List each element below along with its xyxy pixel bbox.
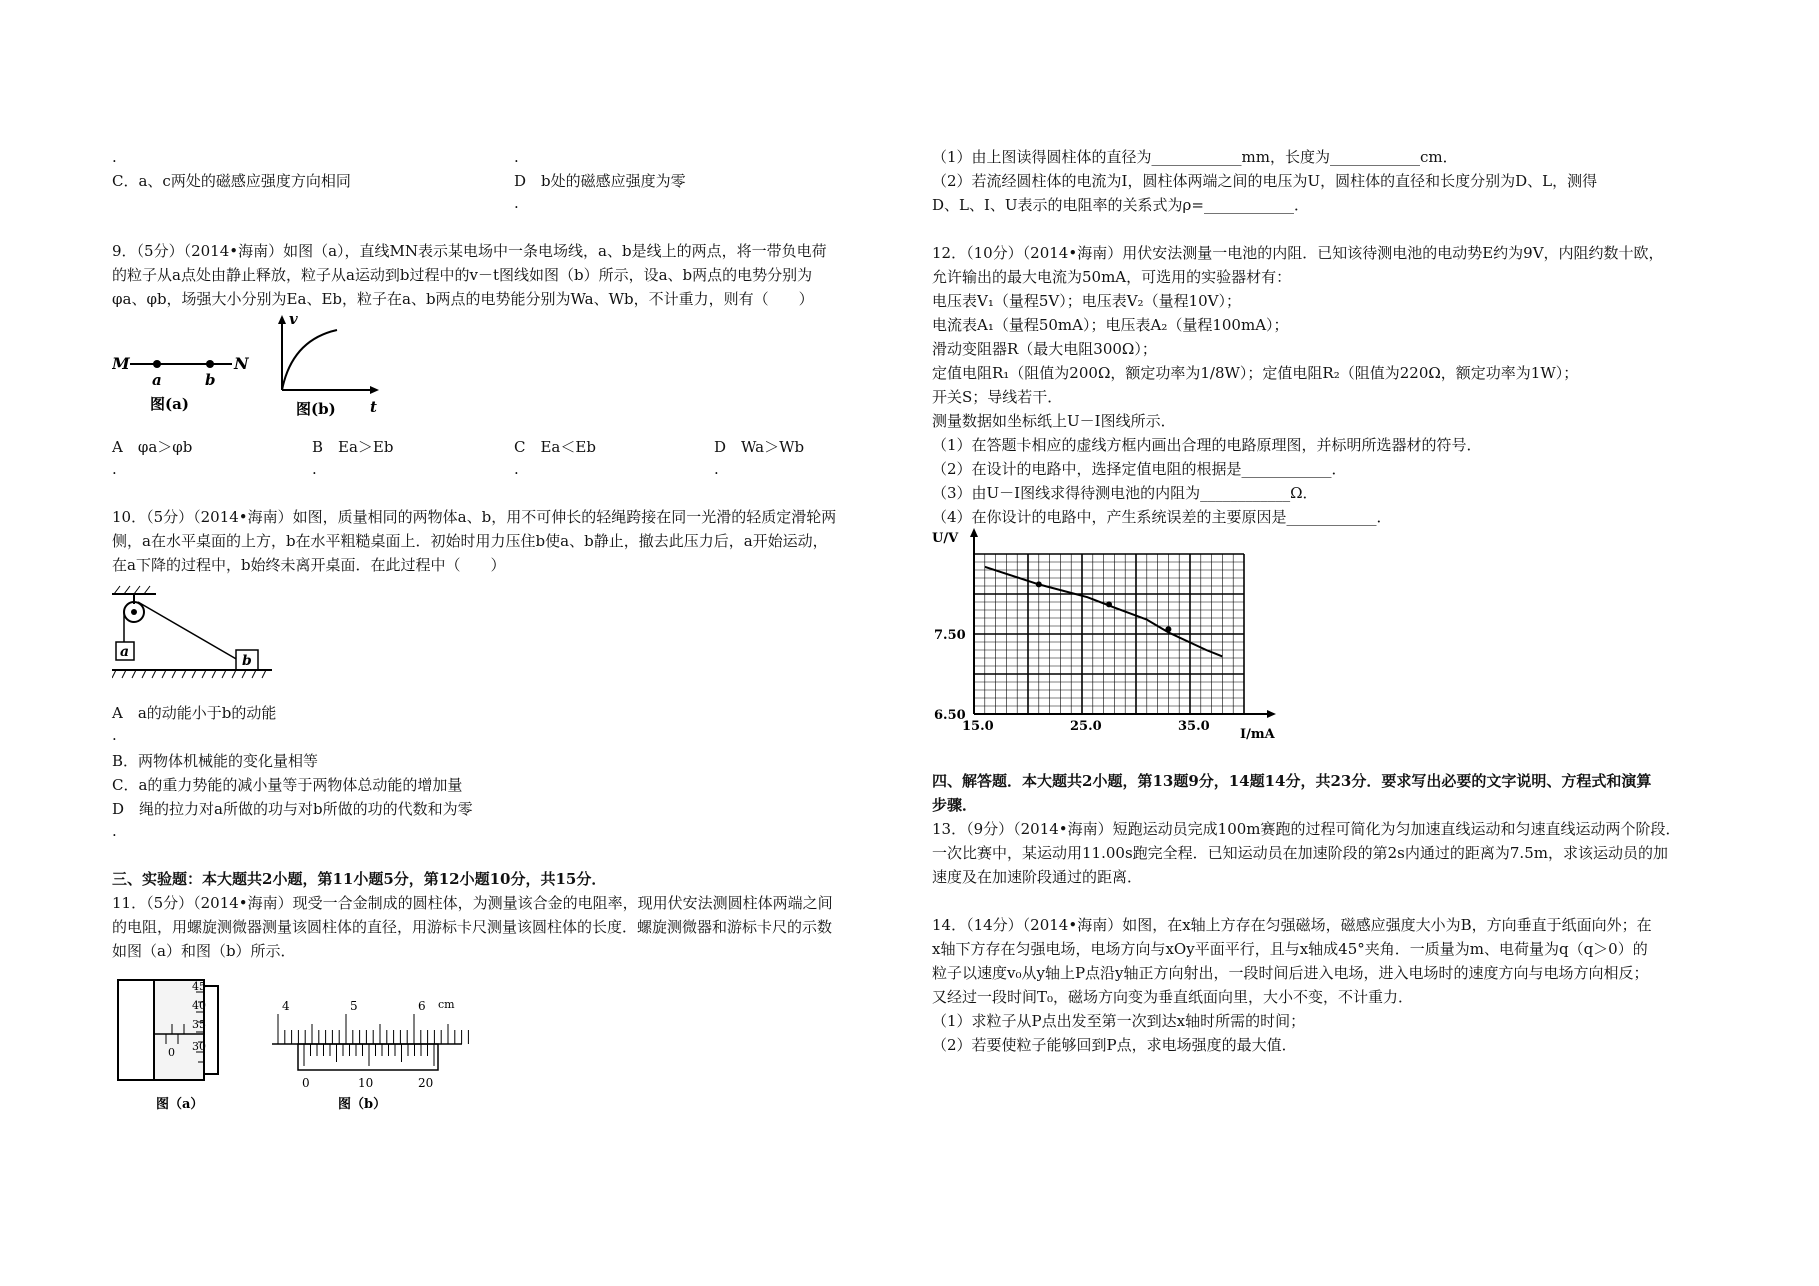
- q14-part-2: （2）若要使粒子能够回到P点，求电场强度的最大值．: [932, 1036, 1297, 1054]
- q14-line: x轴下方存在匀强电场，电场方向与xOy平面平行，且与x轴成45°夹角．一质量为m、电荷量为q（q＞0）的: [932, 940, 1648, 958]
- data-point: [1036, 581, 1042, 587]
- vernier-10: 10: [358, 1076, 374, 1090]
- q8-option-d: D b处的磁感应强度为零: [514, 172, 686, 190]
- q12-part-1: （1）在答题卡相应的虚线方框内画出合理的电路原理图，并标明所选器材的符号．: [932, 436, 1482, 454]
- q13-line: 13．（9分）（2014•海南）短跑运动员完成100m赛跑的过程可简化为匀加速直线运动和匀速直线运动两个阶段．: [932, 820, 1681, 838]
- q9-line: 9．（5分）（2014•海南）如图（a），直线MN表示某电场中一条电场线，a、b是线上的两点，将一带负电荷: [112, 242, 827, 260]
- q9-option-d: D Wa＞Wb: [714, 438, 805, 456]
- dot: .: [112, 726, 117, 744]
- mic-40: 40: [192, 999, 206, 1012]
- q9-line: φa、φb，场强大小分别为Ea、Eb，粒子在a、b两点的电势能分别为Wa、Wb，不计重力，则有（ ）: [112, 290, 814, 308]
- vernier-20: 20: [418, 1076, 434, 1090]
- label-n: N: [234, 354, 249, 373]
- x-axis-label: I/mA: [1240, 727, 1275, 742]
- q9-option-a: A φa＞φb: [112, 438, 193, 456]
- dot: .: [112, 148, 117, 166]
- y-axis-label: U/V: [932, 531, 959, 546]
- u-i-chart: [932, 528, 1292, 746]
- axis-v: v: [289, 312, 298, 328]
- y-tick-label: 6.50: [934, 708, 966, 723]
- q14-line: 粒子以速度v₀从y轴上P点沿y轴正方向射出，一段时间后进入电场，进入电场时的速度方向与电场方向相反；: [932, 964, 1649, 982]
- dot: .: [312, 460, 317, 478]
- q12-part-3: （3）由U－I图线求得待测电池的内阻为____________Ω．: [932, 484, 1318, 502]
- q10-option-b: B．两物体机械能的变化量相等: [112, 752, 319, 770]
- q9-line: 的粒子从a点处由静止释放，粒子从a运动到b过程中的v－t图线如图（b）所示，设a、b两点的电势分别为: [112, 266, 813, 284]
- q13-line: 速度及在加速阶段通过的距离．: [932, 868, 1143, 886]
- dot: .: [514, 148, 519, 166]
- block-b-label: b: [242, 653, 252, 669]
- q9-option-b: B Ea＞Eb: [312, 438, 394, 456]
- q10-line: 10．（5分）（2014•海南）如图，质量相同的两物体a、b，用不可伸长的轻绳跨接在同一光滑的轻质定滑轮两: [112, 508, 837, 526]
- figure-9: [112, 312, 392, 432]
- mic-30: 30: [192, 1040, 206, 1053]
- vernier-0: 0: [302, 1076, 310, 1090]
- y-axis-arrow: [970, 528, 978, 537]
- q11-part-2: （2）若流经圆柱体的电流为I，圆柱体两端之间的电压为U，圆柱体的直径和长度分别为D、L，测得: [932, 172, 1598, 190]
- label-m: M: [112, 354, 130, 373]
- q10-option-c: C．a的重力势能的减小量等于两物体总动能的增加量: [112, 776, 463, 794]
- q12-line: 滑动变阻器R（最大电阻300Ω）；: [932, 340, 1157, 358]
- caption-a: 图(a): [150, 395, 189, 413]
- caption-b: 图(b): [296, 400, 336, 418]
- label-b: b: [205, 371, 216, 389]
- q11-line: 11．（5分）（2014•海南）现受一合金制成的圆柱体，为测量该合金的电阻率，现用伏安法测圆柱体两端之间: [112, 894, 833, 912]
- section-4-heading: 四、解答题．本大题共2小题，第13题9分，14题14分，共23分．要求写出必要的文字说明、方程式和演算: [932, 772, 1652, 790]
- data-point: [1165, 626, 1171, 632]
- main-4: 4: [282, 999, 290, 1013]
- section-3-heading: 三、实验题：本大题共2小题，第11小题5分，第12小题10分，共15分．: [112, 870, 607, 888]
- q10-line: 在a下降的过程中，b始终未离开桌面．在此过程中（ ）: [112, 556, 506, 574]
- q12-line: 定值电阻R₁（阻值为200Ω，额定功率为1/8W）；定值电阻R₂（阻值为220Ω，额定功率为1W）；: [932, 364, 1579, 382]
- x-tick-label: 15.0: [962, 719, 994, 734]
- q10-option-d: D 绳的拉力对a所做的功与对b所做的功的代数和为零: [112, 800, 473, 818]
- main-5: 5: [350, 999, 358, 1013]
- q12-line: 测量数据如坐标纸上U－I图线所示．: [932, 412, 1176, 430]
- q12-line: 开关S；导线若干．: [932, 388, 1063, 406]
- figure-11: [112, 972, 472, 1122]
- q14-part-1: （1）求粒子从P点出发至第一次到达x轴时所需的时间；: [932, 1012, 1306, 1030]
- y-tick-label: 7.50: [934, 628, 966, 643]
- q14-line: 14．（14分）（2014•海南）如图，在x轴上方存在匀强磁场，磁感应强度大小为B，方向垂直于纸面向外；在: [932, 916, 1652, 934]
- label-a: a: [152, 371, 162, 389]
- q10-line: 侧，a在水平桌面的上方，b在水平粗糙桌面上．初始时用力压住b使a、b静止，撤去此压力后，a开始运动，: [112, 532, 828, 550]
- dot: .: [112, 460, 117, 478]
- mic-0: 0: [168, 1046, 175, 1059]
- q12-line: 电压表V₁（量程5V）；电压表V₂（量程10V）；: [932, 292, 1241, 310]
- main-6: 6: [418, 999, 426, 1013]
- x-tick-label: 25.0: [1070, 719, 1102, 734]
- section-4-heading-cont: 步骤．: [932, 796, 978, 814]
- q11-part-1: （1）由上图读得圆柱体的直径为____________mm，长度为____________cm．: [932, 148, 1458, 166]
- chart-grid: [970, 528, 1276, 718]
- q12-line: 12．（10分）（2014•海南）用伏安法测量一电池的内阻．已知该待测电池的电动势E约为9V，内阻约数十欧，: [932, 244, 1664, 262]
- q8-option-c: C．a、c两处的磁感应强度方向相同: [112, 172, 351, 190]
- x-tick-label: 35.0: [1178, 719, 1210, 734]
- q9-option-c: C Ea＜Eb: [514, 438, 596, 456]
- q11-part-2-cont: D、L、I、U表示的电阻率的关系式为ρ=____________．: [932, 196, 1309, 214]
- dot: .: [514, 460, 519, 478]
- caption-b: 图（b）: [338, 1097, 387, 1112]
- dot: .: [514, 194, 519, 212]
- block-a-label: a: [120, 644, 130, 660]
- dot: .: [714, 460, 719, 478]
- q12-line: 允许输出的最大电流为50mA，可选用的实验器材有：: [932, 268, 1292, 286]
- x-axis-arrow: [1267, 710, 1276, 718]
- unit-cm: cm: [438, 998, 455, 1011]
- figure-10: [112, 580, 282, 690]
- q10-option-a: A a的动能小于b的动能: [112, 704, 277, 722]
- q11-line: 的电阻，用螺旋测微器测量该圆柱体的直径，用游标卡尺测量该圆柱体的长度．螺旋测微器和游标卡尺的示数: [112, 918, 833, 936]
- q12-part-2: （2）在设计的电路中，选择定值电阻的根据是____________．: [932, 460, 1347, 478]
- q12-part-4: （4）在你设计的电路中，产生系统误差的主要原因是____________．: [932, 508, 1392, 526]
- mic-35: 35: [192, 1018, 206, 1031]
- caption-a: 图（a）: [156, 1097, 204, 1112]
- q14-line: 又经过一段时间T₀，磁场方向变为垂直纸面向里，大小不变，不计重力．: [932, 988, 1414, 1006]
- q13-line: 一次比赛中，某运动用11.00s跑完全程．已知运动员在加速阶段的第2s内通过的距离为7.5m，求该运动员的加: [932, 844, 1668, 862]
- q11-line: 如图（a）和图（b）所示．: [112, 942, 296, 960]
- axis-t: t: [370, 398, 377, 416]
- mic-45: 45: [192, 980, 206, 993]
- data-point: [1106, 601, 1112, 607]
- q12-line: 电流表A₁（量程50mA）；电压表A₂（量程100mA）；: [932, 316, 1289, 334]
- dot: .: [112, 822, 117, 840]
